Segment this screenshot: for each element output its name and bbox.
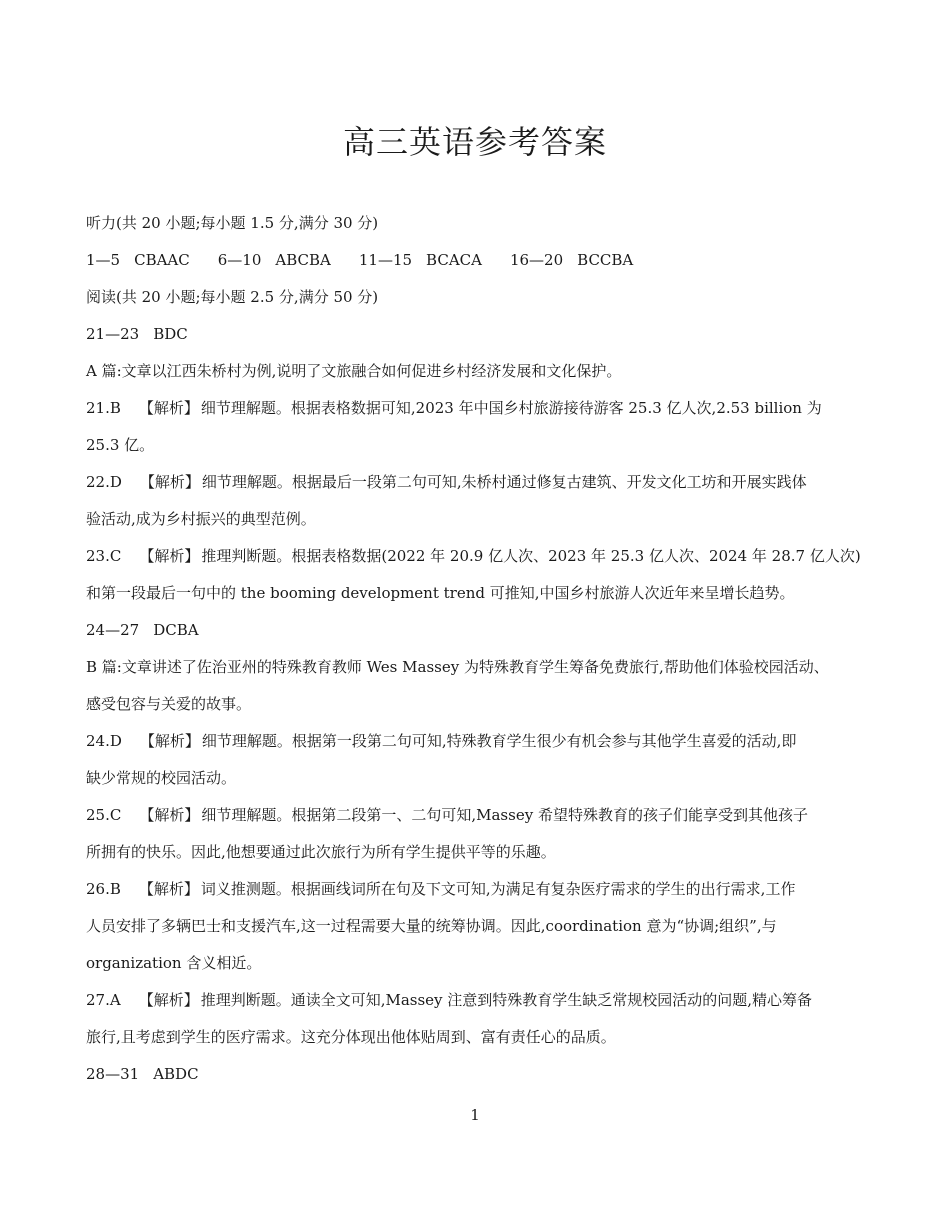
answer-letters: CBAAC [134, 251, 190, 269]
question-number: 24.D [86, 732, 122, 750]
answer-range: 28—31 [86, 1065, 140, 1083]
answer-letters: BCCBA [577, 251, 634, 269]
q22-explanation-cont: 验活动,成为乡村振兴的典型范例。 [86, 510, 316, 528]
q22-explanation [86, 464, 876, 501]
explanation-text: 词义推测题。根据画线词所在句及下文可知,为满足有复杂医疗需求的学生的出行需求,工作 [200, 880, 796, 898]
reading-header: 阅读(共 20 小题;每小题 2.5 分,满分 50 分) [86, 288, 379, 306]
analysis-tag: 【解析】 [138, 399, 199, 417]
explanation-text: 推理判断题。通读全文可知,Massey 注意到特殊教育学生缺乏常规校园活动的问题,精心筹备 [200, 991, 813, 1009]
answer-letters: DCBA [153, 621, 199, 639]
explanation-text: 细节理解题。根据第二段第一、二句可知,Massey 希望特殊教育的孩子们能享受到其他孩子 [201, 806, 808, 824]
page-number: 1 [470, 1106, 480, 1124]
passage-b-summary: B 篇:文章讲述了佐治亚州的特殊教育教师 Wes Massey 为特殊教育学生筹备免费旅行,帮助他们体验校园活动、 [86, 658, 829, 676]
question-number: 22.D [86, 473, 122, 491]
q21-explanation [86, 390, 876, 427]
q25-explanation-cont: 所拥有的快乐。因此,他想要通过此次旅行为所有学生提供平等的乐趣。 [86, 843, 556, 861]
analysis-tag: 【解析】 [139, 547, 200, 565]
question-number: 21.B [86, 399, 121, 417]
answer-body [86, 205, 876, 1093]
listening-answers [86, 242, 876, 279]
explanation-text: 细节理解题。根据第一段第二句可知,特殊教育学生很少有机会参与其他学生喜爱的活动,即 [201, 732, 797, 750]
answer-letters: BDC [153, 325, 188, 343]
question-number: 23.C [86, 547, 122, 565]
answer-letters: ABCBA [275, 251, 331, 269]
q24-explanation [86, 723, 876, 760]
analysis-tag: 【解析】 [139, 473, 200, 491]
analysis-tag: 【解析】 [139, 732, 200, 750]
q26-explanation [86, 871, 876, 908]
passage-a-summary: A 篇:文章以江西朱桥村为例,说明了文旅融合如何促进乡村经济发展和文化保护。 [86, 362, 622, 380]
answer-letters: ABDC [153, 1065, 199, 1083]
q25-explanation [86, 797, 876, 834]
reading-answers-21-23 [86, 316, 876, 353]
explanation-text: 细节理解题。根据表格数据可知,2023 年中国乡村旅游接待游客 25.3 亿人次,2.53 billion 为 [200, 399, 822, 417]
answer-range: 16—20 [509, 251, 564, 269]
explanation-text: 推理判断题。根据表格数据(2022 年 20.9 亿人次、2023 年 25.3 亿人次、2024 年 28.7 亿人次) [201, 547, 861, 565]
answer-range: 21—23 [86, 325, 140, 343]
passage-b-summary-cont: 感受包容与关爱的故事。 [86, 695, 252, 713]
question-number: 27.A [86, 991, 121, 1009]
q26-explanation-cont: organization 含义相近。 [86, 954, 262, 972]
page-title: 高三英语参考答案 [342, 123, 607, 161]
answer-letters: BCACA [426, 251, 482, 269]
q26-explanation-cont: 人员安排了多辆巴士和支援汽车,这一过程需要大量的统筹协调。因此,coordination 意为“协调;组织”,与 [86, 917, 777, 935]
answer-range: 1—5 [86, 251, 121, 269]
reading-answers-24-27 [86, 612, 876, 649]
q27-explanation-cont: 旅行,且考虑到学生的医疗需求。这充分体现出他体贴周到、富有责任心的品质。 [86, 1028, 616, 1046]
q27-explanation [86, 982, 876, 1019]
answer-range: 24—27 [86, 621, 140, 639]
q21-explanation-cont: 25.3 亿。 [86, 436, 155, 454]
analysis-tag: 【解析】 [139, 806, 200, 824]
q23-explanation [86, 538, 876, 575]
analysis-tag: 【解析】 [138, 880, 199, 898]
answer-range: 6—10 [217, 251, 262, 269]
question-number: 25.C [86, 806, 122, 824]
analysis-tag: 【解析】 [138, 991, 199, 1009]
q24-explanation-cont: 缺少常规的校园活动。 [86, 769, 237, 787]
question-number: 26.B [86, 880, 121, 898]
explanation-text: 细节理解题。根据最后一段第二句可知,朱桥村通过修复古建筑、开发文化工坊和开展实践体 [201, 473, 807, 491]
listening-header: 听力(共 20 小题;每小题 1.5 分,满分 30 分) [86, 214, 379, 232]
reading-answers-28-31 [86, 1056, 876, 1093]
answer-range: 11—15 [358, 251, 413, 269]
q23-explanation-cont: 和第一段最后一句中的 the booming development trend 可推知,中国乡村旅游人次近年来呈增长趋势。 [86, 584, 795, 602]
